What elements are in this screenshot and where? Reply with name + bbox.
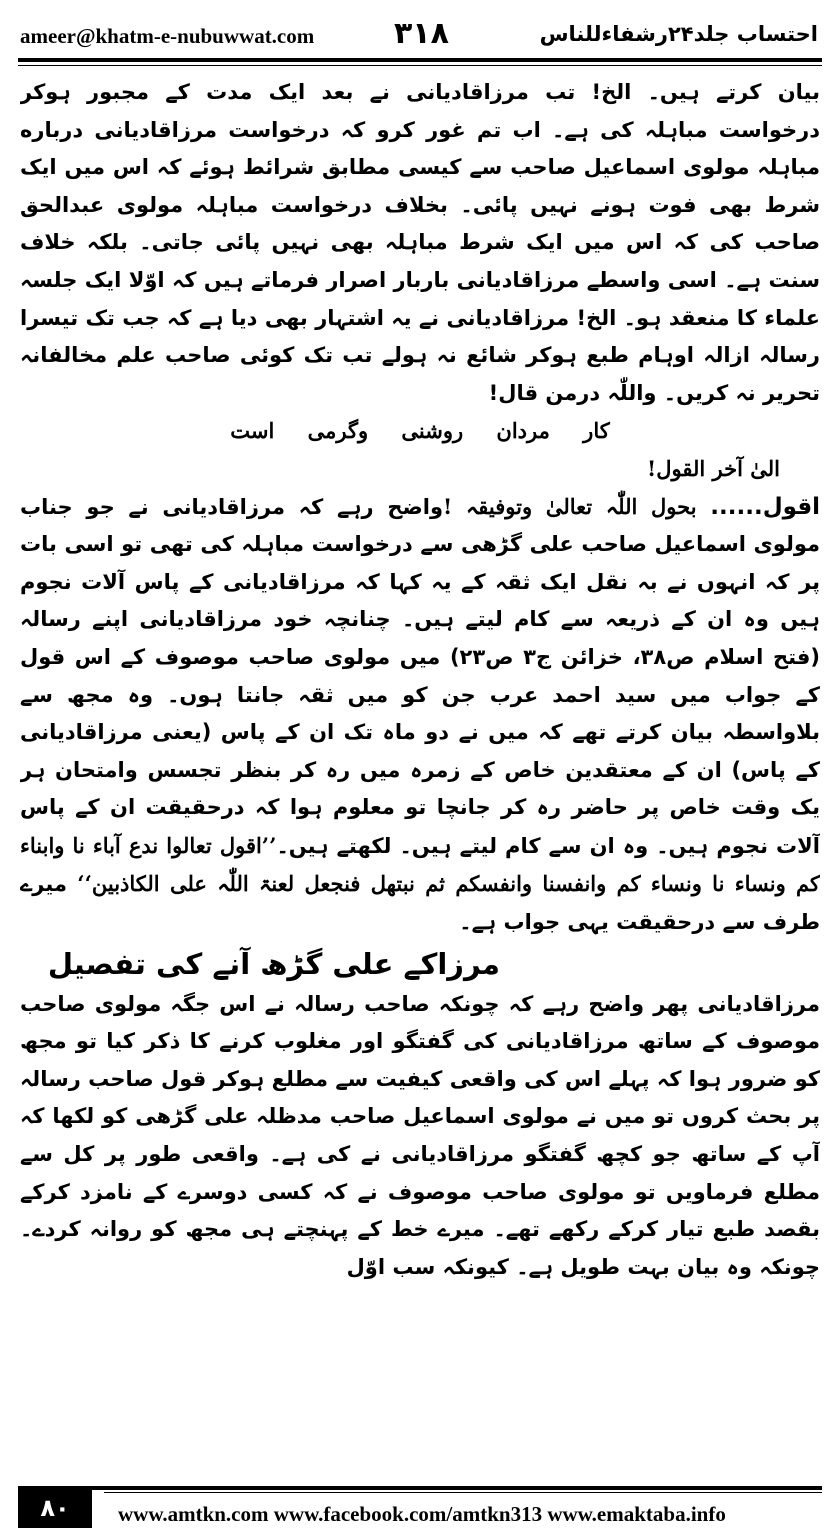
page-header — [14, 18, 822, 52]
paragraph-2-text: واضح رہے کہ مرزاقادیانی نے جو جناب مولوی اسماعیل صاحب علی گڑھی سے درخواست مباہلہ کی تھی تو اسی بات پر کہ انہوں نے بہ نقل ایک ثقہ کے یہ کہا کہ مرزاقادیانی کے پاس آلات نجوم ہیں وہ ان کے ذریعہ سے کام لیتے ہیں۔ چنانچہ خود مرزاقادیانی اپنے رسالہ (فتح اسلام ص۳۸، خزائن ج۳ ص۲۳) میں مولوی صاحب موصوف کے اس قول کے جواب میں سید احمد عرب جن کو میں ثقہ جانتا ہوں۔ وہ مجھ سے بلاواسطہ بیان کرتے تھے کہ میں نے دو ماہ تک ان کے پاس (یعنی مرزاقادیانی کے پاس) ان کے معتقدین خاص کے زمرہ میں رہ کر بنظر تجسس وامتحان ہر یک وقت خاص پر حاضر رہ کر جانچا تو معلوم ہوا کہ درحقیقت ان کے پاس آلات نجوم ہیں۔ وہ ان سے کام لیتے ہیں۔ لکھتے ہیں۔ — [20, 494, 820, 858]
header-rule-thick — [18, 58, 822, 62]
reply-line: میرے طرف سے درحقیقت یہی جواب ہے۔ — [20, 872, 820, 935]
header-email: ameer@khatm-e-nubuwwat.com — [20, 24, 315, 48]
page-body — [20, 74, 820, 1478]
header-rule-thin — [18, 65, 822, 66]
header-page-number: ۳۱۸ — [394, 16, 449, 51]
ila-akhir-line: الیٰ آخر القول! — [647, 455, 780, 481]
quran-quote: ’’اقول تعالوا ندع آباء نا وابناء کم ونساء نا ونساء کم وانفسنا وانفسکم ثم نبتھل فنجعل لعنۃ اللّٰہ علی الکاذبین‘‘ — [20, 832, 820, 897]
footer-folio-number: ۸۰ — [18, 1488, 92, 1528]
persian-verse: کار مردان روشنی وگرمی است — [230, 418, 610, 444]
qawl-arabic: بحول اللّٰہ تعالیٰ وتوفیقہ ! — [443, 493, 697, 519]
section-heading: مرزاکے علی گڑھ آنے کی تفصیل — [47, 946, 500, 981]
footer-website-links: www.amtkn.com www.facebook.com/amtkn313 www.emaktaba.info — [118, 1502, 726, 1526]
qawl-lead: اقول...... — [710, 493, 820, 520]
paragraph-1: بیان کرتے ہیں۔ الخ! تب مرزاقادیانی نے بعد ایک مدت کے مجبور ہوکر درخواست مباہلہ کی ہے۔ اب تم غور کرو کہ درخواست مرزاقادیانی درباره مباہلہ مولوی اسماعیل صاحب سے کیسی مطابق شرائط ہوئے کہ اس میں ایک شرط بھی فوت ہونے نہیں پائی۔ بخلاف درخواست مباہلہ مولوی عبدالحق صاحب کی کہ اس میں ایک شرط مباہلہ بھی نہیں پائی جاتی۔ بلکہ خلاف سنت ہے۔ اسی واسطے مرزاقادیانی باربار اصرار فرماتے ہیں کہ اوّلا ایک جلسہ علماء کا منعقد ہو۔ الخ! مرزاقادیانی نے یہ اشتہار بھی دیا ہے کہ جب تک تیسرا رسالہ ازالہ اوہام طبع ہوکر شائع نہ ہولے تب تک کوئی صاحب علم مخالفانہ تحریر نہ کریں۔ واللّٰہ درمن قال! — [20, 80, 820, 405]
page-footer — [18, 1486, 822, 1532]
paragraph-2 — [20, 488, 820, 942]
header-book-title: احتساب جلد۲۴رشفاءللناس — [539, 22, 818, 46]
paragraph-3: مرزاقادیانی پھر واضح رہے کہ چونکہ صاحب رسالہ نے اس جگہ مولوی صاحب موصوف کے ساتھ مرزاقادیانی کی گفتگو اور مغلوب کرنے کا ذکر کیا تو مجھ کو ضرور ہوا کہ پہلے اس کی واقعی کیفیت سے مطلع ہوکر قول صاحب رسالہ پر بحث کروں تو میں نے مولوی اسماعیل صاحب مدظلہ علی گڑھی کو لکھا کہ آپ کے ساتھ جو کچھ گفتگو مرزاقادیانی نے کی ہے۔ واقعی طور پر کل سے مطلع فرماویں تو مولوی صاحب موصوف نے کہ کسی دوسرے کے نامزد کرکے بقصد طبع تیار کرکے رکھے تھے۔ میرے خط کے پہنچتے ہی مجھ کو روانہ کردے۔ چونکہ وہ بیان بہت طویل ہے۔ کیونکہ سب اوّل — [20, 991, 820, 1279]
footer-rule-thin — [104, 1492, 822, 1493]
footer-rule-thick — [18, 1486, 822, 1490]
